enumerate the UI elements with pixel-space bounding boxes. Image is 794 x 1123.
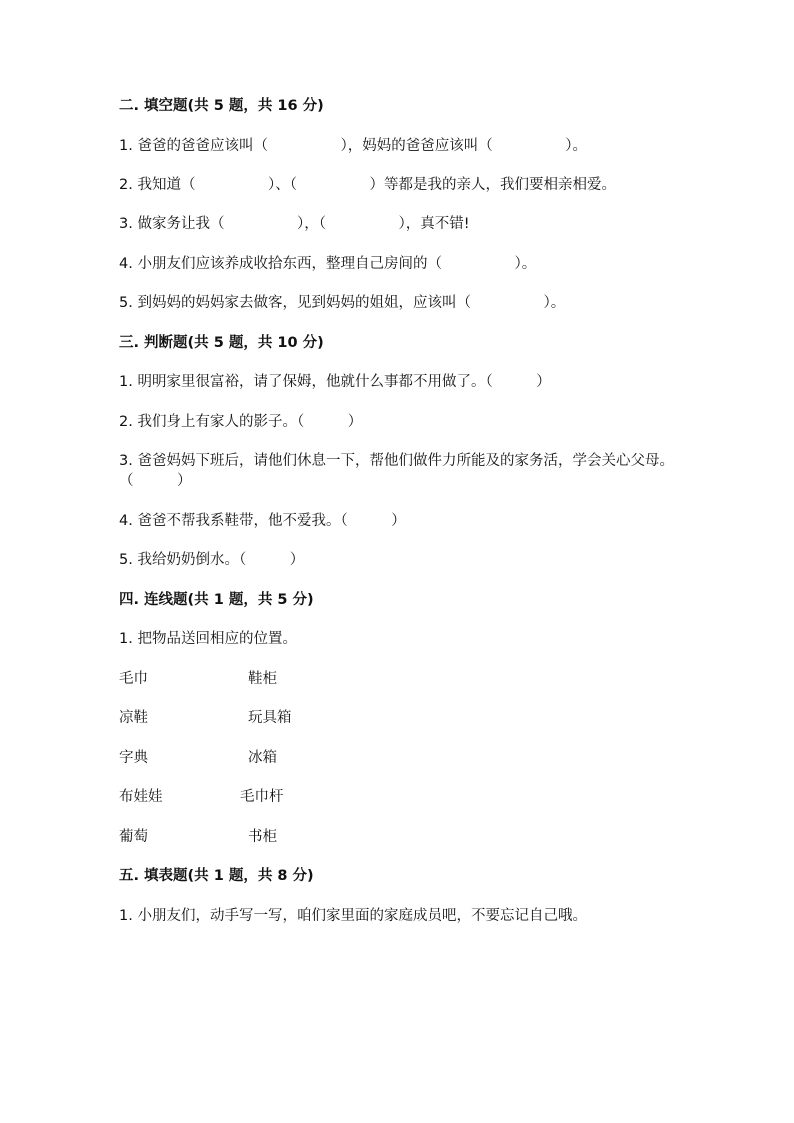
matching-left-item: 字典 xyxy=(119,750,148,766)
matching-right-item: 毛巾杆 xyxy=(240,789,284,805)
matching-right-item: 冰箱 xyxy=(248,750,277,766)
matching-right-item: 玩具箱 xyxy=(248,710,292,726)
matching-question-1: 1. 把物品送回相应的位置。 xyxy=(119,631,297,647)
matching-left-item: 布娃娃 xyxy=(119,789,163,805)
matching-right-item: 鞋柜 xyxy=(248,671,277,687)
true-false-question-1: 1. 明明家里很富裕，请了保姆，他就什么事都不用做了。（ ） xyxy=(119,374,551,390)
fill-blank-question-2: 2. 我知道（ ）、（ ）等都是我的亲人，我们要相亲相爱。 xyxy=(119,177,616,193)
table-fill-question-1: 1. 小朋友们，动手写一写，咱们家里面的家庭成员吧，不要忘记自己哦。 xyxy=(119,908,587,924)
fill-blank-question-3: 3. 做家务让我（ ），（ ），真不错! xyxy=(119,216,470,232)
matching-left-item: 凉鞋 xyxy=(119,710,148,726)
true-false-question-4: 4. 爸爸不帮我系鞋带，他不爱我。（ ） xyxy=(119,513,406,529)
matching-right-item: 书柜 xyxy=(248,829,277,845)
section-heading-matching: 四. 连线题(共 1 题，共 5 分) xyxy=(119,592,314,608)
true-false-question-2: 2. 我们身上有家人的影子。（ ） xyxy=(119,414,363,430)
matching-left-item: 葡萄 xyxy=(119,829,148,845)
section-heading-table-fill: 五. 填表题(共 1 题，共 8 分) xyxy=(119,868,314,884)
fill-blank-question-4: 4. 小朋友们应该养成收拾东西，整理自己房间的（ ）。 xyxy=(119,256,537,272)
section-heading-true-false: 三. 判断题(共 5 题，共 10 分) xyxy=(119,335,324,351)
true-false-question-5: 5. 我给奶奶倒水。（ ） xyxy=(119,552,305,568)
fill-blank-question-1: 1. 爸爸的爸爸应该叫（ ），妈妈的爸爸应该叫（ ）。 xyxy=(119,138,587,154)
matching-left-item: 毛巾 xyxy=(119,671,148,687)
true-false-question-3: 3. 爸爸妈妈下班后，请他们休息一下，帮他们做件力所能及的家务活，学会关心父母。（ ） xyxy=(119,453,674,489)
fill-blank-question-5: 5. 到妈妈的妈妈家去做客，见到妈妈的姐姐，应该叫（ ）。 xyxy=(119,295,566,311)
section-heading-fill-blank: 二. 填空题(共 5 题，共 16 分) xyxy=(119,98,324,114)
